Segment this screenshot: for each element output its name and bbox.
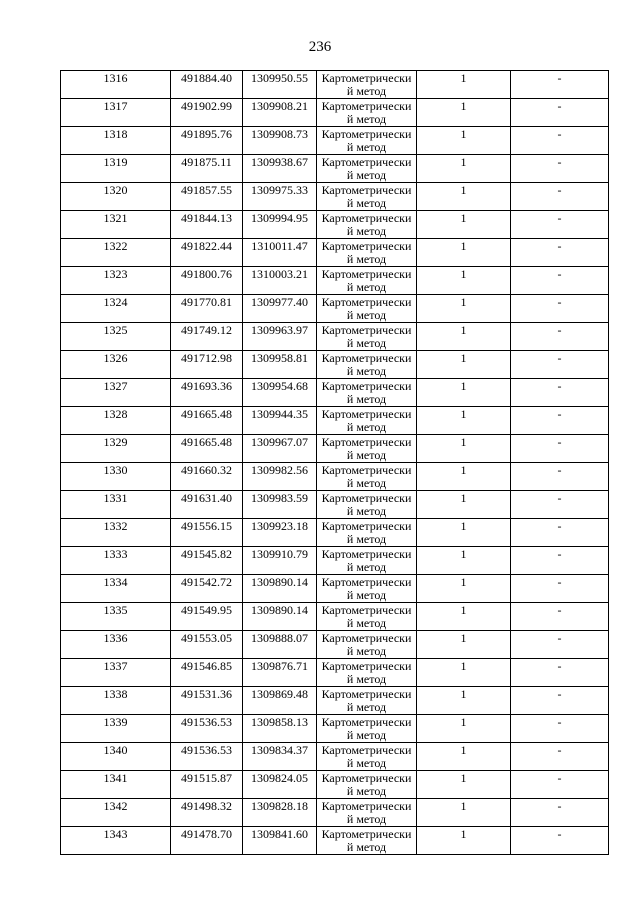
method-text: Картометрически й метод: [321, 408, 412, 434]
table-row: [61, 631, 609, 659]
accuracy-cell: 1: [417, 491, 511, 519]
extra-cell: -: [511, 771, 609, 799]
y-coordinate-cell: 1309982.56: [243, 463, 317, 491]
x-coordinate-cell: 491895.76: [171, 127, 243, 155]
x-coordinate-cell: 491884.40: [171, 71, 243, 99]
method-text: Картометрически й метод: [321, 72, 412, 98]
y-coordinate-cell: 1309890.14: [243, 603, 317, 631]
table-row: [61, 547, 609, 575]
method-text: Картометрически й метод: [321, 212, 412, 238]
x-coordinate-cell: 491531.36: [171, 687, 243, 715]
y-coordinate-cell: 1310011.47: [243, 239, 317, 267]
accuracy-cell: 1: [417, 155, 511, 183]
method-text: Картометрически й метод: [321, 100, 412, 126]
extra-cell: -: [511, 99, 609, 127]
y-coordinate-cell: 1309938.67: [243, 155, 317, 183]
method-text: Картометрически й метод: [321, 828, 412, 854]
extra-cell: -: [511, 267, 609, 295]
method-cell: [317, 715, 417, 743]
method-cell: [317, 99, 417, 127]
extra-cell: -: [511, 295, 609, 323]
method-text: Картометрически й метод: [321, 436, 412, 462]
method-cell: [317, 267, 417, 295]
method-cell: [317, 295, 417, 323]
table-row: [61, 267, 609, 295]
accuracy-cell: 1: [417, 631, 511, 659]
x-coordinate-cell: 491553.05: [171, 631, 243, 659]
method-cell: [317, 659, 417, 687]
x-coordinate-cell: 491545.82: [171, 547, 243, 575]
extra-cell: -: [511, 183, 609, 211]
y-coordinate-cell: 1309869.48: [243, 687, 317, 715]
coordinates-table-body: [61, 71, 609, 855]
table-row: [61, 323, 609, 351]
method-text: Картометрически й метод: [321, 296, 412, 322]
table-row: [61, 183, 609, 211]
method-text: Картометрически й метод: [321, 632, 412, 658]
y-coordinate-cell: 1309834.37: [243, 743, 317, 771]
y-coordinate-cell: 1309958.81: [243, 351, 317, 379]
method-text: Картометрически й метод: [321, 688, 412, 714]
method-cell: [317, 239, 417, 267]
y-coordinate-cell: 1309888.07: [243, 631, 317, 659]
point-number-cell: 1341: [61, 771, 171, 799]
method-text: Картометрически й метод: [321, 772, 412, 798]
y-coordinate-cell: 1309963.97: [243, 323, 317, 351]
table-row: [61, 155, 609, 183]
coordinates-table: [60, 70, 609, 855]
x-coordinate-cell: 491542.72: [171, 575, 243, 603]
extra-cell: -: [511, 351, 609, 379]
table-row: [61, 519, 609, 547]
x-coordinate-cell: 491857.55: [171, 183, 243, 211]
table-row: [61, 799, 609, 827]
method-cell: [317, 827, 417, 855]
extra-cell: -: [511, 687, 609, 715]
extra-cell: -: [511, 631, 609, 659]
method-cell: [317, 323, 417, 351]
y-coordinate-cell: 1309994.95: [243, 211, 317, 239]
extra-cell: -: [511, 239, 609, 267]
extra-cell: -: [511, 323, 609, 351]
table-row: [61, 435, 609, 463]
table-row: [61, 127, 609, 155]
point-number-cell: 1338: [61, 687, 171, 715]
table-row: [61, 351, 609, 379]
extra-cell: -: [511, 603, 609, 631]
point-number-cell: 1330: [61, 463, 171, 491]
accuracy-cell: 1: [417, 743, 511, 771]
method-cell: [317, 351, 417, 379]
method-text: Картометрически й метод: [321, 352, 412, 378]
accuracy-cell: 1: [417, 575, 511, 603]
method-cell: [317, 743, 417, 771]
extra-cell: -: [511, 491, 609, 519]
extra-cell: -: [511, 575, 609, 603]
method-text: Картометрически й метод: [321, 576, 412, 602]
extra-cell: -: [511, 155, 609, 183]
table-row: [61, 71, 609, 99]
y-coordinate-cell: 1309983.59: [243, 491, 317, 519]
y-coordinate-cell: 1309975.33: [243, 183, 317, 211]
point-number-cell: 1320: [61, 183, 171, 211]
method-text: Картометрически й метод: [321, 492, 412, 518]
extra-cell: -: [511, 743, 609, 771]
method-cell: [317, 687, 417, 715]
point-number-cell: 1343: [61, 827, 171, 855]
x-coordinate-cell: 491536.53: [171, 743, 243, 771]
y-coordinate-cell: 1309876.71: [243, 659, 317, 687]
table-row: [61, 575, 609, 603]
table-row: [61, 99, 609, 127]
accuracy-cell: 1: [417, 99, 511, 127]
accuracy-cell: 1: [417, 519, 511, 547]
y-coordinate-cell: 1309977.40: [243, 295, 317, 323]
x-coordinate-cell: 491665.48: [171, 435, 243, 463]
extra-cell: -: [511, 71, 609, 99]
accuracy-cell: 1: [417, 379, 511, 407]
point-number-cell: 1328: [61, 407, 171, 435]
method-cell: [317, 155, 417, 183]
method-cell: [317, 379, 417, 407]
x-coordinate-cell: 491660.32: [171, 463, 243, 491]
point-number-cell: 1337: [61, 659, 171, 687]
y-coordinate-cell: 1309908.21: [243, 99, 317, 127]
point-number-cell: 1333: [61, 547, 171, 575]
x-coordinate-cell: 491631.40: [171, 491, 243, 519]
method-text: Картометрически й метод: [321, 520, 412, 546]
x-coordinate-cell: 491875.11: [171, 155, 243, 183]
x-coordinate-cell: 491770.81: [171, 295, 243, 323]
accuracy-cell: 1: [417, 183, 511, 211]
method-text: Картометрически й метод: [321, 744, 412, 770]
method-text: Картометрически й метод: [321, 548, 412, 574]
table-row: [61, 687, 609, 715]
point-number-cell: 1336: [61, 631, 171, 659]
point-number-cell: 1322: [61, 239, 171, 267]
x-coordinate-cell: 491712.98: [171, 351, 243, 379]
accuracy-cell: 1: [417, 435, 511, 463]
table-row: [61, 211, 609, 239]
point-number-cell: 1316: [61, 71, 171, 99]
method-text: Картометрически й метод: [321, 268, 412, 294]
extra-cell: -: [511, 519, 609, 547]
accuracy-cell: 1: [417, 799, 511, 827]
method-cell: [317, 407, 417, 435]
method-text: Картометрически й метод: [321, 128, 412, 154]
table-row: [61, 743, 609, 771]
extra-cell: -: [511, 407, 609, 435]
x-coordinate-cell: 491556.15: [171, 519, 243, 547]
method-text: Картометрически й метод: [321, 324, 412, 350]
y-coordinate-cell: 1309944.35: [243, 407, 317, 435]
x-coordinate-cell: 491844.13: [171, 211, 243, 239]
accuracy-cell: 1: [417, 351, 511, 379]
table-row: [61, 603, 609, 631]
accuracy-cell: 1: [417, 687, 511, 715]
y-coordinate-cell: 1309967.07: [243, 435, 317, 463]
accuracy-cell: 1: [417, 659, 511, 687]
x-coordinate-cell: 491665.48: [171, 407, 243, 435]
y-coordinate-cell: 1309908.73: [243, 127, 317, 155]
accuracy-cell: 1: [417, 771, 511, 799]
accuracy-cell: 1: [417, 71, 511, 99]
accuracy-cell: 1: [417, 603, 511, 631]
accuracy-cell: 1: [417, 407, 511, 435]
table-row: [61, 239, 609, 267]
table-row: [61, 659, 609, 687]
extra-cell: -: [511, 715, 609, 743]
point-number-cell: 1323: [61, 267, 171, 295]
point-number-cell: 1326: [61, 351, 171, 379]
table-row: [61, 827, 609, 855]
accuracy-cell: 1: [417, 715, 511, 743]
extra-cell: -: [511, 463, 609, 491]
y-coordinate-cell: 1309950.55: [243, 71, 317, 99]
x-coordinate-cell: 491478.70: [171, 827, 243, 855]
x-coordinate-cell: 491749.12: [171, 323, 243, 351]
point-number-cell: 1340: [61, 743, 171, 771]
extra-cell: -: [511, 379, 609, 407]
method-cell: [317, 575, 417, 603]
point-number-cell: 1332: [61, 519, 171, 547]
y-coordinate-cell: 1310003.21: [243, 267, 317, 295]
method-text: Картометрически й метод: [321, 464, 412, 490]
accuracy-cell: 1: [417, 267, 511, 295]
method-cell: [317, 491, 417, 519]
extra-cell: -: [511, 827, 609, 855]
y-coordinate-cell: 1309923.18: [243, 519, 317, 547]
x-coordinate-cell: 491498.32: [171, 799, 243, 827]
accuracy-cell: 1: [417, 211, 511, 239]
accuracy-cell: 1: [417, 127, 511, 155]
method-cell: [317, 211, 417, 239]
point-number-cell: 1325: [61, 323, 171, 351]
point-number-cell: 1335: [61, 603, 171, 631]
point-number-cell: 1318: [61, 127, 171, 155]
table-row: [61, 379, 609, 407]
point-number-cell: 1327: [61, 379, 171, 407]
x-coordinate-cell: 491800.76: [171, 267, 243, 295]
table-row: [61, 295, 609, 323]
method-text: Картометрически й метод: [321, 184, 412, 210]
method-text: Картометрически й метод: [321, 380, 412, 406]
extra-cell: -: [511, 799, 609, 827]
method-cell: [317, 127, 417, 155]
y-coordinate-cell: 1309841.60: [243, 827, 317, 855]
point-number-cell: 1329: [61, 435, 171, 463]
page-number: 236: [308, 39, 332, 55]
x-coordinate-cell: 491515.87: [171, 771, 243, 799]
method-cell: [317, 183, 417, 211]
accuracy-cell: 1: [417, 547, 511, 575]
y-coordinate-cell: 1309858.13: [243, 715, 317, 743]
point-number-cell: 1324: [61, 295, 171, 323]
accuracy-cell: 1: [417, 827, 511, 855]
x-coordinate-cell: 491822.44: [171, 239, 243, 267]
accuracy-cell: 1: [417, 463, 511, 491]
x-coordinate-cell: 491546.85: [171, 659, 243, 687]
point-number-cell: 1321: [61, 211, 171, 239]
point-number-cell: 1334: [61, 575, 171, 603]
y-coordinate-cell: 1309824.05: [243, 771, 317, 799]
method-cell: [317, 71, 417, 99]
table-row: [61, 771, 609, 799]
extra-cell: -: [511, 659, 609, 687]
y-coordinate-cell: 1309954.68: [243, 379, 317, 407]
y-coordinate-cell: 1309910.79: [243, 547, 317, 575]
method-cell: [317, 519, 417, 547]
point-number-cell: 1319: [61, 155, 171, 183]
y-coordinate-cell: 1309890.14: [243, 575, 317, 603]
method-cell: [317, 435, 417, 463]
point-number-cell: 1317: [61, 99, 171, 127]
point-number-cell: 1342: [61, 799, 171, 827]
method-text: Картометрически й метод: [321, 604, 412, 630]
table-row: [61, 715, 609, 743]
extra-cell: -: [511, 547, 609, 575]
method-cell: [317, 631, 417, 659]
method-cell: [317, 799, 417, 827]
method-text: Картометрически й метод: [321, 156, 412, 182]
point-number-cell: 1339: [61, 715, 171, 743]
extra-cell: -: [511, 127, 609, 155]
x-coordinate-cell: 491536.53: [171, 715, 243, 743]
method-cell: [317, 771, 417, 799]
method-text: Картометрически й метод: [321, 800, 412, 826]
x-coordinate-cell: 491549.95: [171, 603, 243, 631]
method-text: Картометрически й метод: [321, 240, 412, 266]
point-number-cell: 1331: [61, 491, 171, 519]
table-row: [61, 407, 609, 435]
x-coordinate-cell: 491902.99: [171, 99, 243, 127]
extra-cell: -: [511, 211, 609, 239]
x-coordinate-cell: 491693.36: [171, 379, 243, 407]
method-cell: [317, 463, 417, 491]
table-row: [61, 463, 609, 491]
extra-cell: -: [511, 435, 609, 463]
method-cell: [317, 603, 417, 631]
accuracy-cell: 1: [417, 295, 511, 323]
method-cell: [317, 547, 417, 575]
method-text: Картометрически й метод: [321, 716, 412, 742]
y-coordinate-cell: 1309828.18: [243, 799, 317, 827]
accuracy-cell: 1: [417, 323, 511, 351]
accuracy-cell: 1: [417, 239, 511, 267]
table-row: [61, 491, 609, 519]
method-text: Картометрически й метод: [321, 660, 412, 686]
